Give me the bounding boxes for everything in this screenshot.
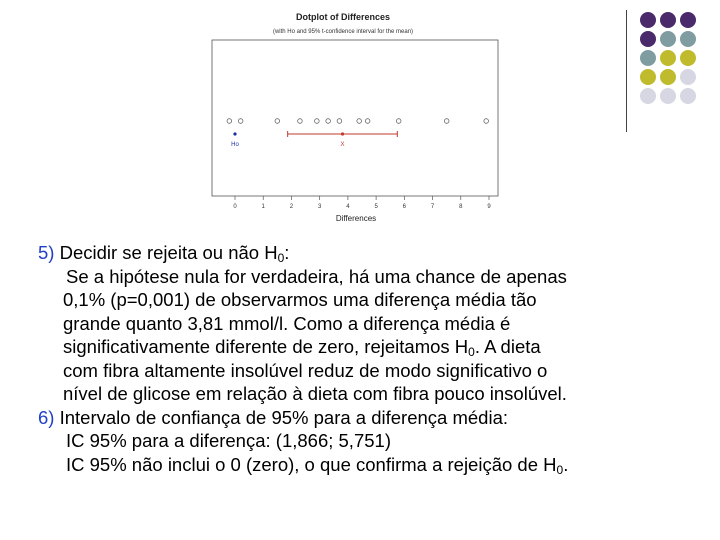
- x-tick-label: 8: [459, 204, 463, 210]
- item-5-subscript: 0: [277, 251, 285, 265]
- x-axis-label: Differences: [335, 214, 377, 223]
- decorative-dot: [640, 50, 656, 66]
- h0-label: Ho: [231, 142, 239, 148]
- data-point: [298, 119, 303, 124]
- x-tick-label: 4: [346, 204, 350, 210]
- data-point: [337, 119, 342, 124]
- decorative-dot: [680, 12, 696, 28]
- paragraph-line-4: [38, 335, 698, 359]
- decorative-dot: [680, 31, 696, 47]
- paragraph-line-2: 0,1% (p=0,001) de observarmos uma diferença média tão: [63, 289, 537, 310]
- h0-marker: [233, 132, 236, 135]
- points-layer: [227, 119, 488, 148]
- decorative-dot: [640, 12, 656, 28]
- decorative-dot: [660, 88, 676, 104]
- decorative-line: [626, 10, 627, 132]
- data-point: [315, 119, 320, 124]
- data-point: [326, 119, 331, 124]
- decorative-dot: [660, 50, 676, 66]
- item-5: [38, 241, 698, 265]
- plot-frame: [212, 40, 498, 196]
- paragraph-line-4-sub: 0: [468, 345, 475, 359]
- conclusion-sub: 0: [556, 462, 564, 477]
- decorative-dot: [640, 69, 656, 85]
- paragraph-line-4-b: . A dieta: [474, 336, 541, 357]
- x-tick-label: 9: [487, 204, 491, 210]
- data-point: [365, 119, 370, 124]
- decorative-dot: [640, 88, 656, 104]
- item-5-number: 5): [38, 242, 55, 263]
- item-5-label: Decidir se rejeita ou não H: [59, 242, 278, 263]
- decorative-dot: [680, 50, 696, 66]
- dotplot-chart: [0, 0, 720, 230]
- conclusion-line: [38, 453, 698, 477]
- x-tick-label: 5: [374, 204, 378, 210]
- paragraph-line-4-a: significativamente diferente de zero, rejeitamos H: [63, 336, 469, 357]
- conclusion-b: .: [563, 453, 569, 475]
- x-axis: [233, 196, 491, 210]
- x-tick-label: 6: [402, 204, 407, 210]
- data-point: [357, 119, 362, 124]
- data-point: [238, 119, 243, 124]
- decorative-dot: [680, 69, 696, 85]
- x-tick-label: 7: [430, 204, 435, 210]
- paragraph-line-5: com fibra altamente insolúvel reduz de modo significativo o: [63, 359, 548, 381]
- text-block: [38, 241, 698, 476]
- x-tick-label: 2: [289, 204, 294, 210]
- x-tick-label: 1: [261, 204, 265, 210]
- x-tick-label: 3: [317, 204, 322, 210]
- chart-title: Dotplot of Differences: [295, 12, 391, 22]
- data-point: [227, 119, 232, 124]
- paragraph-line-6: nível de glicose em relação à dieta com fibra pouco insolúvel.: [63, 383, 567, 404]
- item-6: [38, 406, 698, 430]
- data-point: [444, 119, 449, 124]
- conclusion-a: IC 95% não inclui o 0 (zero), o que confirma a rejeição de H: [66, 453, 557, 475]
- decorative-dot: [680, 88, 696, 104]
- x-tick-label: 0: [233, 204, 237, 210]
- item-6-label: Intervalo de confiança de 95% para a diferença média:: [59, 406, 508, 428]
- mean-label: X: [340, 142, 345, 148]
- data-point: [484, 119, 489, 124]
- data-point: [396, 119, 401, 124]
- paragraph-line-3: grande quanto 3,81 mmol/l. Como a diferença média é: [63, 312, 511, 334]
- ci-line: IC 95% para a diferença: (1,866; 5,751): [66, 430, 391, 451]
- item-5-colon: :: [284, 242, 290, 263]
- decorative-dot: [660, 69, 676, 85]
- data-point: [275, 119, 280, 124]
- decorative-dot: [640, 31, 656, 47]
- decorative-dot: [660, 31, 676, 47]
- decorative-dot: [660, 12, 676, 28]
- mean-marker: [341, 132, 344, 135]
- item-6-number: 6): [38, 406, 55, 428]
- paragraph-line-1: Se a hipótese nula for verdadeira, há uma chance de apenas: [66, 265, 567, 287]
- chart-subtitle: (with Ho and 95% t-confidence interval for the mean): [272, 29, 414, 35]
